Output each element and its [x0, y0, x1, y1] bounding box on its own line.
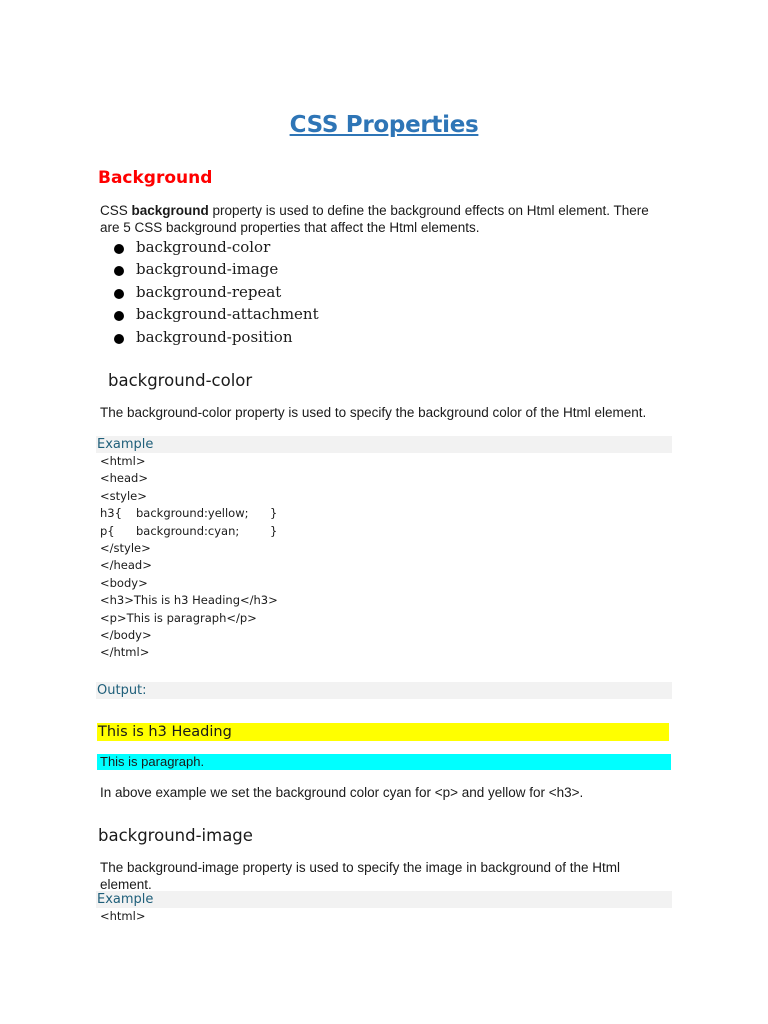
code-line: h3{ background:yellow; } — [100, 506, 278, 521]
background-image-description: The background-image property is used to specify the image in background of the Html element. — [100, 860, 621, 892]
intro-rest: property is used to define the background effects on Html element. There are 5 CSS background properties that affect the Html elements. — [100, 203, 649, 235]
list-item: background-attachment — [112, 303, 319, 325]
code-line: </style> — [100, 541, 151, 556]
code-line: p{ background:cyan; } — [100, 523, 278, 538]
code-line: <body> — [100, 575, 148, 590]
example-label: Example — [96, 436, 672, 453]
list-item: background-repeat — [112, 281, 319, 303]
list-item: background-color — [112, 236, 319, 258]
list-item: background-position — [112, 326, 319, 348]
code-line: <h3>This is h3 Heading</h3> — [100, 593, 278, 608]
subheading-background-image: background-image — [98, 826, 253, 845]
output-label: Output: — [96, 682, 672, 699]
example-label-2: Example — [96, 891, 672, 908]
code-line: <p>This is paragraph</p> — [100, 610, 257, 625]
properties-list — [112, 236, 319, 348]
code-line: <html> — [100, 909, 146, 923]
intro-bold-term: background — [131, 203, 209, 218]
code-line: </body> — [100, 628, 152, 643]
bullet-icon — [114, 266, 124, 276]
bullet-icon — [114, 334, 124, 344]
code-block-2 — [100, 908, 145, 925]
intro-paragraph — [100, 203, 670, 236]
background-color-description: The background-color property is used to specify the background color of the Html element. — [100, 405, 647, 420]
bullet-icon — [114, 244, 124, 254]
code-line: </head> — [100, 558, 152, 573]
bullet-icon — [114, 311, 124, 321]
background-color-summary: In above example we set the background color cyan for <p> and yellow for <h3>. — [100, 785, 584, 800]
code-line: <head> — [100, 471, 148, 486]
subheading-background-color: background-color — [108, 371, 253, 390]
code-line: <html> — [100, 454, 146, 468]
intro-prefix: CSS — [100, 203, 132, 218]
section-heading-background: Background — [98, 168, 213, 188]
list-item: background-image — [112, 258, 319, 280]
demo-paragraph-output: This is paragraph. — [97, 754, 671, 770]
code-line: <style> — [100, 488, 147, 503]
bullet-icon — [114, 289, 124, 299]
code-line: </html> — [100, 645, 150, 660]
page-title: CSS Properties — [289, 112, 479, 138]
demo-h3-output: This is h3 Heading — [97, 723, 669, 741]
code-block — [100, 453, 278, 662]
